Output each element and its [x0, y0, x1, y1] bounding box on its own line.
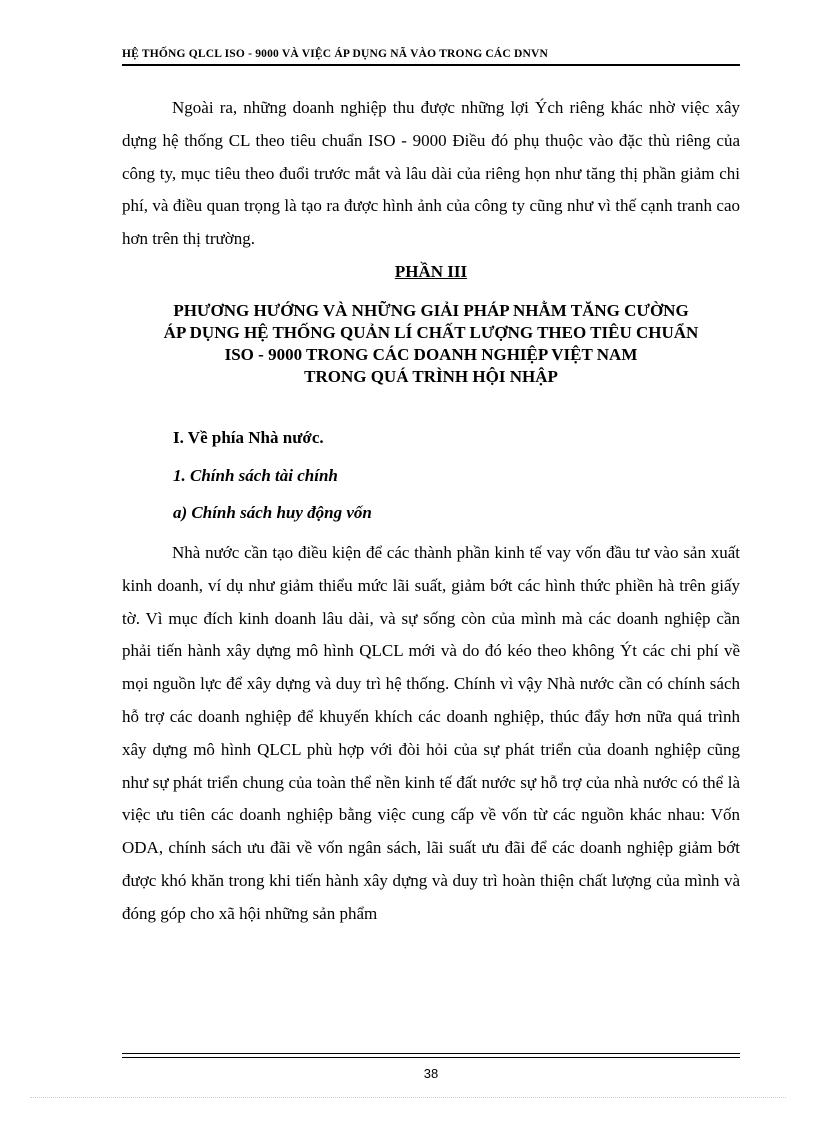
- subsection-heading: 1. Chính sách tài chính: [173, 466, 338, 485]
- intro-paragraph: Ngoài ra, những doanh nghiệp thu được những lợi Ých riêng khác nhờ việc xây dựng hệ thống CL theo tiêu chuẩn ISO - 9000 Điều đó phụ thuộc vào đặc thù riêng của công ty, mục tiêu theo đuổi trước mắt và lâu dài của riêng họn như tăng thị phần giảm chi phí, và điều quan trọng là tạo ra được hình ảnh của công ty cũng như vì thế cạnh tranh cao hơn trên thị trường.: [122, 98, 740, 249]
- header-title: HỆ THỐNG QLCL ISO - 9000 VÀ VIỆC ÁP DỤNG NÃ VÀO TRONG CÁC DNVN: [122, 48, 549, 60]
- part-title-line: PHƯƠNG HƯỚNG VÀ NHỮNG GIẢI PHÁP NHẰM TĂNG CƯỜNG: [173, 301, 689, 320]
- section-paragraph-block: [122, 537, 740, 931]
- footer-rule-line: [122, 1053, 740, 1054]
- bottom-dotted-divider: [30, 1097, 786, 1098]
- part-title-line: TRONG QUÁ TRÌNH HỘI NHẬP: [304, 367, 558, 386]
- header-rule: [122, 64, 740, 66]
- intro-paragraph-block: [122, 92, 740, 256]
- part-title: [122, 300, 740, 388]
- footer-rule: [122, 1053, 740, 1058]
- part-heading: PHẦN III: [394, 262, 468, 281]
- page-number: 38: [423, 1066, 439, 1081]
- section-paragraph: Nhà nước cần tạo điều kiện để các thành phần kinh tế vay vốn đầu tư vào sản xuất kinh doanh, ví dụ như giảm thiểu mức lãi suất, giảm bớt các hình thức phiền hà trên giấy tờ. Vì mục đích kinh doanh lâu dài, và sự sống còn của mình mà các doanh nghiệp cần phải tiến hành xây dựng mô hình QLCL mới và do đó kéo theo không Ýt các chi phí về mọi nguồn lực để xây dựng và duy trì hệ thống. Chính vì vậy Nhà nước cần có chính sách hỗ trợ các doanh nghiệp để khuyến khích các doanh nghiệp, thúc đẩy hơn nữa quá trình xây dựng mô hình QLCL phù hợp với đòi hỏi của sự phát triển của doanh nghiệp cũng như sự phát triển chung của toàn thể nền kinh tế đất nước sự hỗ trợ của nhà nước có thể là việc ưu tiên các doanh nghiệp bằng việc cung cấp về vốn từ các nguồn khác nhau: Vốn ODA, chính sách ưu đãi về vốn ngân sách, lãi suất ưu đãi để các doanh nghiệp giảm bớt được khó khăn trong khi tiến hành xây dựng và duy trì hoàn thiện chất lượng của mình và đóng góp cho xã hội những sản phẩm: [122, 543, 740, 923]
- part-title-line: ISO - 9000 TRONG CÁC DOANH NGHIỆP VIỆT NAM: [224, 345, 638, 364]
- subsubsection-heading: a) Chính sách huy động vốn: [173, 503, 372, 522]
- section-heading: I. Về phía Nhà nước.: [173, 428, 324, 447]
- part-title-line: ÁP DỤNG HỆ THỐNG QUẢN LÍ CHẤT LƯỢNG THEO TIÊU CHUẨN: [163, 323, 699, 342]
- page-header: [122, 46, 740, 68]
- footer-rule-line: [122, 1057, 740, 1058]
